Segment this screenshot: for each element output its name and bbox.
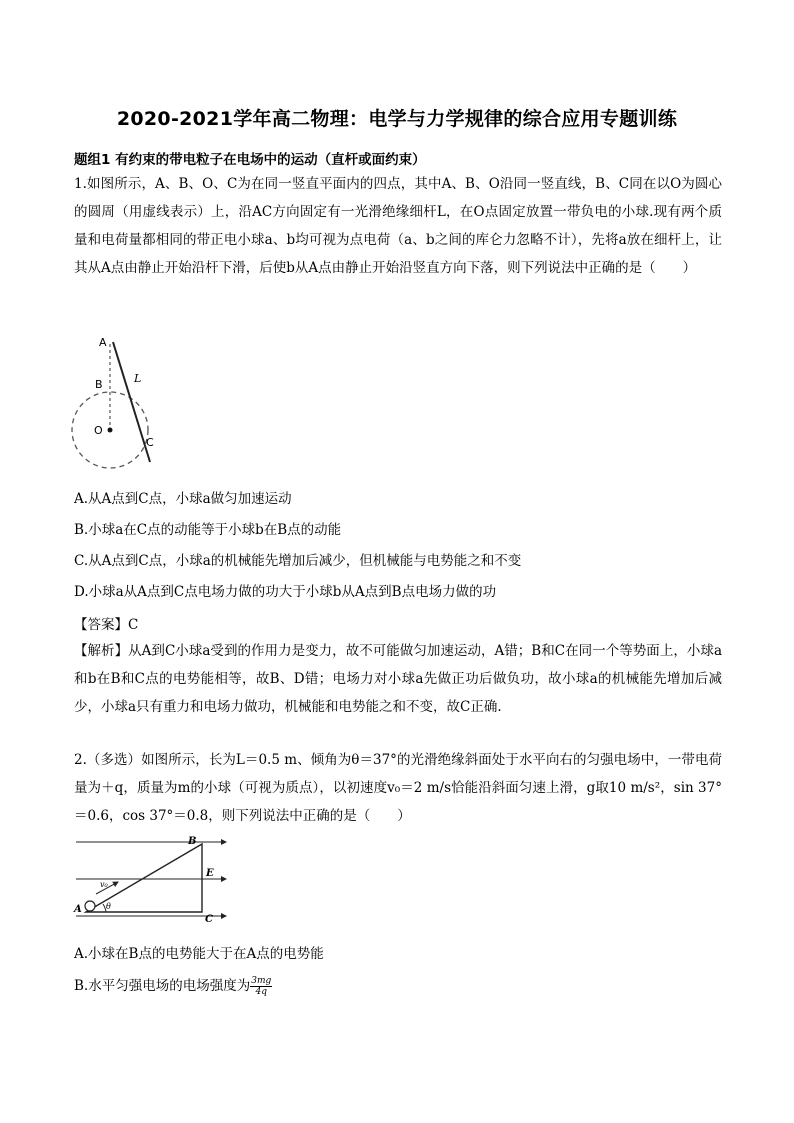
question-1-text: 1.如图所示，A、B、O、C为在同一竖直平面内的四点，其中A、B、O沿同一竖直线，B、C同在以O为圆心的圆周（用虚线表示）上，沿AC方向固定有一光滑绝缘细杆L，在O点固定放置一带负电的小球.现有两个质量和电荷量都相同的带正电小球a、b均可视为点电荷（a、b之间的库仑力忽略不计），先将a放在细杆上，让其从A点由静止开始沿杆下滑，后使b从A点由静止开始沿竖直方向下落，则下列说法中正确的是（ ）: [74, 176, 722, 276]
label-B: B: [188, 836, 197, 847]
section-heading: 题组1 有约束的带电粒子在电场中的运动（直杆或面约束）: [74, 152, 426, 168]
q1-analysis: 【解析】从A到C小球a受到的作用力是变力，故不可能做匀加速运动，A错；B和C在同一个等势面上，小球a和b在B和C点的电势能相等，故B、D错；电场力对小球a先做正功后做负功，故小球a的机械能先增加后减少，小球a只有重力和电场力做功，机械能和电势能之和不变，故C正确.: [74, 643, 722, 715]
label-A: A: [74, 904, 82, 915]
incline: [86, 844, 202, 912]
question-1-figure: [70, 334, 170, 484]
q1-option-a: A.从A点到C点，小球a做匀加速运动: [74, 491, 292, 507]
charge-O: [108, 428, 113, 433]
label-E: E: [206, 868, 214, 879]
field-strength-fraction: [250, 976, 272, 997]
label-A: A: [99, 336, 107, 349]
question-2-text: 2.（多选）如图所示，长为L＝0.5 m、倾角为θ＝37°的光滑绝缘斜面处于水平向右的匀强电场中，一带电荷量为＋q，质量为m的小球（可视为质点），以初速度v₀＝2 m/s恰能沿斜面匀速上滑，g取10 m/s²，sin 37°＝0.6，cos 37°＝0.8，则下列说法中正确的是（ ）: [74, 752, 722, 824]
label-v0: v₀: [100, 880, 108, 889]
q2-option-a: A.小球在B点的电势能大于在A点的电势能: [74, 946, 324, 962]
ball: [85, 901, 95, 911]
label-L: L: [134, 372, 142, 385]
label-B: B: [95, 378, 103, 391]
label-C: C: [205, 914, 213, 924]
label-theta: θ: [106, 902, 111, 911]
q1-option-c: C.从A点到C点，小球a的机械能先增加后减少，但机械能与电势能之和不变: [74, 553, 522, 569]
q2-option-b: [74, 974, 272, 997]
page-title: 2020-2021学年高二物理：电学与力学规律的综合应用专题训练: [116, 108, 678, 130]
q1-option-d: D.小球a从A点到C点电场力做的功大于小球b从A点到B点电场力做的功: [74, 584, 497, 600]
q2-option-b-prefix: B.水平匀强电场的电场强度为: [74, 978, 251, 994]
fraction-denominator: 4q: [255, 987, 267, 997]
label-C: C: [146, 436, 154, 449]
fraction-numerator: 3mg: [251, 976, 272, 986]
q1-answer: 【答案】C: [74, 617, 139, 633]
question-2-figure: [72, 832, 232, 924]
label-O: O: [94, 424, 103, 437]
q1-option-b: B.小球a在C点的动能等于小球b在B点的动能: [74, 522, 342, 538]
rod-L: [113, 342, 150, 462]
